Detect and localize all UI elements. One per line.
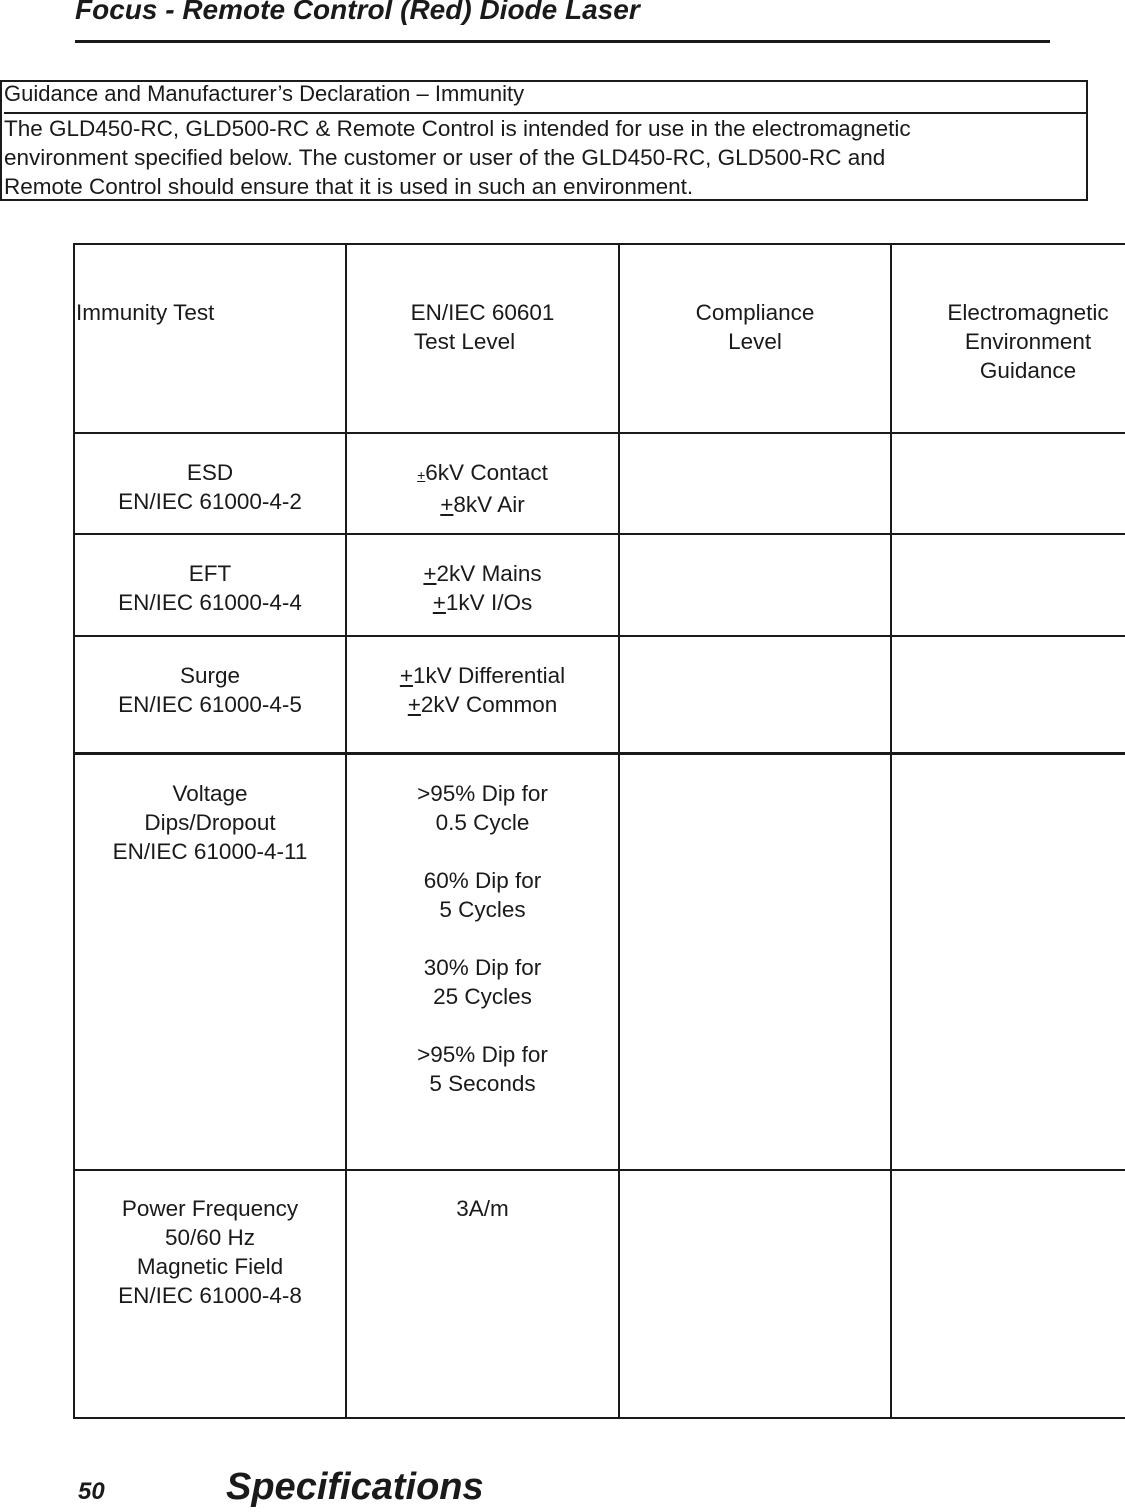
guidance-line: The GLD450-RC, GLD500-RC & Remote Control is intended for use in the electromagnetic [4, 116, 911, 141]
level-text: 1kV Differential [412, 663, 566, 688]
cell-text: 3A/m [456, 1196, 509, 1221]
row-power-frequency-level [347, 1194, 618, 1223]
cell-text [347, 588, 618, 617]
header-text: Environment [964, 329, 1092, 354]
row-eft-level [347, 559, 618, 617]
header-immunity-test [76, 298, 214, 327]
plus-sign: + [407, 692, 421, 717]
section-title: Specifications [226, 1466, 484, 1508]
guidance-body [4, 114, 1084, 201]
cell-text: EN/IEC 61000-4-8 [118, 1283, 302, 1308]
plus-sign: + [440, 492, 454, 517]
cell-text: 50/60 Hz [164, 1225, 256, 1250]
row-esd-level [347, 458, 618, 519]
page-number: 50 [78, 1478, 105, 1505]
header-em-guidance [892, 298, 1125, 385]
table-rule [73, 432, 1125, 434]
table-rule [73, 1169, 1125, 1171]
cell-text: EN/IEC 61000-4-5 [118, 692, 302, 717]
page-header-title: Focus - Remote Control (Red) Diode Laser [75, 0, 640, 25]
level-text: 2kV Common [420, 692, 558, 717]
row-voltage-dips-level [347, 779, 618, 1098]
cell-text [347, 661, 618, 690]
guidance-title: Guidance and Manufacturer’s Declaration – Immunity [4, 82, 1086, 114]
cell-text: Surge [179, 663, 241, 688]
spacer [347, 837, 618, 866]
cell-text [347, 458, 618, 490]
cell-text: ESD [186, 460, 234, 485]
row-eft-test [75, 559, 345, 617]
cell-text: EFT [188, 561, 232, 586]
guidance-box [0, 80, 1088, 201]
row-esd-test [75, 458, 345, 516]
cell-text: 5 Seconds [429, 1071, 536, 1096]
spacer [347, 1011, 618, 1040]
spacer [347, 924, 618, 953]
level-text: 2kV Mains [436, 561, 542, 586]
header-text: Electromagnetic [947, 300, 1109, 325]
cell-text: Voltage [172, 781, 248, 806]
header-text: Immunity Test [76, 300, 215, 325]
level-text: 8kV Air [453, 492, 525, 517]
immunity-table [73, 243, 1125, 1419]
level-text: 6kV Contact [425, 460, 548, 485]
plus-sign: + [417, 467, 426, 483]
cell-text: Dips/Dropout [144, 810, 276, 835]
row-surge-test [75, 661, 345, 719]
guidance-line: environment specified below. The customer or user of the GLD450-RC, GLD500-RC and [4, 145, 886, 170]
header-text: Test Level [413, 329, 516, 354]
table-rule [73, 752, 1125, 755]
row-voltage-dips-test [75, 779, 345, 866]
header-text: EN/IEC 60601 [410, 300, 555, 325]
cell-text: 25 Cycles [433, 984, 532, 1009]
header-text: Level [728, 329, 782, 354]
row-power-frequency-test [75, 1194, 345, 1310]
cell-text: 60% Dip for [423, 868, 542, 893]
cell-text [347, 690, 618, 719]
header-text: Compliance [695, 300, 815, 325]
guidance-line: Remote Control should ensure that it is used in such an environment. [4, 174, 694, 199]
plus-sign: + [432, 590, 446, 615]
cell-text: EN/IEC 61000-4-4 [118, 590, 302, 615]
header-rule [75, 40, 1050, 43]
table-rule [73, 533, 1125, 535]
cell-text: Magnetic Field [136, 1254, 284, 1279]
table-rule [73, 635, 1125, 637]
header-compliance-level [620, 298, 890, 356]
level-text: 1kV I/Os [445, 590, 533, 615]
cell-text: >95% Dip for [417, 781, 548, 806]
header-test-level [347, 298, 618, 356]
header-text: Guidance [979, 358, 1077, 383]
cell-text: EN/IEC 61000-4-2 [118, 489, 302, 514]
cell-text: 5 Cycles [439, 897, 526, 922]
table-rule [618, 243, 620, 1419]
cell-text: 0.5 Cycle [435, 810, 530, 835]
cell-text: >95% Dip for [417, 1042, 548, 1067]
cell-text: 30% Dip for [423, 955, 542, 980]
plus-sign: + [423, 561, 437, 586]
table-rule [73, 243, 1125, 245]
plus-sign: + [399, 663, 413, 688]
cell-text: Power Frequency [121, 1196, 299, 1221]
table-rule [890, 243, 892, 1419]
cell-text [347, 559, 618, 588]
table-rule [73, 1417, 1125, 1419]
row-surge-level [347, 661, 618, 719]
cell-text [347, 490, 618, 519]
cell-text: EN/IEC 61000-4-11 [112, 839, 308, 864]
